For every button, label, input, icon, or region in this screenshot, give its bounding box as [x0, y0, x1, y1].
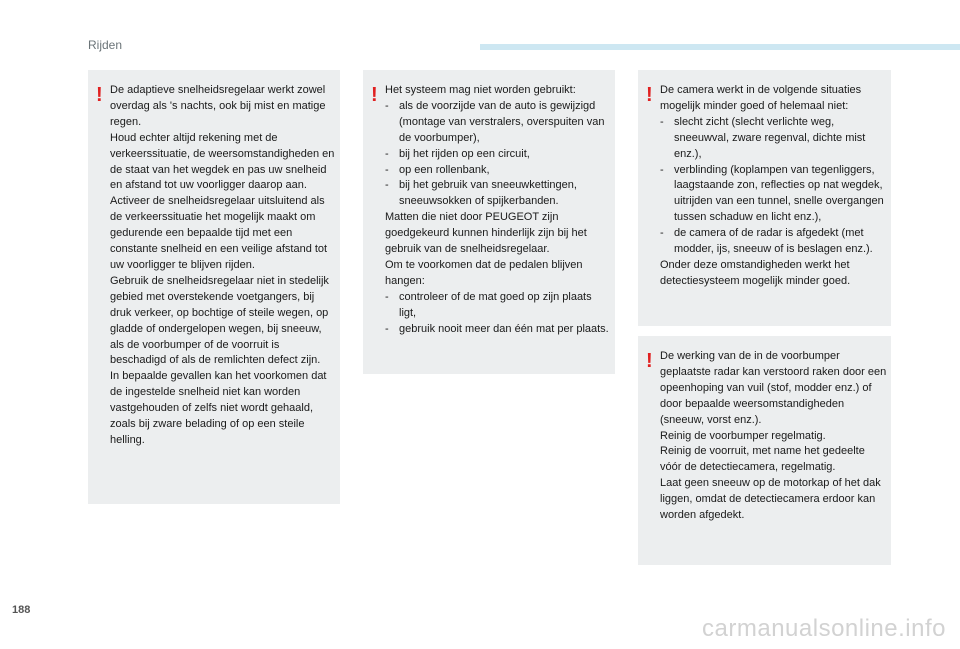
list-item-text: slecht zicht (slecht verlichte weg, sneeuwval, zware regenval, dichte mist enz.), — [674, 115, 866, 160]
warning-exclamation-icon: ! — [646, 84, 653, 106]
list-item-text: bij het rijden op een circuit, — [399, 147, 530, 160]
list-item: - gebruik nooit meer dan één mat per plaats. — [385, 322, 609, 335]
list-item: - bij het rijden op een circuit, — [385, 147, 530, 160]
warning-box-system-usage — [363, 70, 615, 374]
list-item: - als de voorzijde van de auto is gewijzigd (montage van verstralers, overspuiten van de voorbumper), — [385, 99, 605, 144]
paragraph: Gebruik de snelheidsregelaar niet in stedelijk gebied met overstekende voetgangers, bij druk verkeer, op bochtige of steile wegen, op gladde of ondergelopen wegen, bij sneeuw, als de voorbumper of de voorruit is beschadigd of als de remlichten defect zijn. — [110, 274, 329, 367]
list-item: - op een rollenbank, — [385, 163, 490, 176]
paragraph: Onder deze omstandigheden werkt het detectiesysteem mogelijk minder goed. — [660, 258, 851, 287]
paragraph: Houd echter altijd rekening met de verkeerssituatie, de weersomstandigheden en de staat van het wegdek en pas uw snelheid en afstand tot uw voorligger daarop aan. — [110, 131, 335, 192]
warning-box-camera-limits — [638, 70, 891, 326]
list-item-text: als de voorzijde van de auto is gewijzigd (montage van verstralers, overspuiten van de voorbumper), — [399, 99, 605, 144]
paragraph: Om te voorkomen dat de pedalen blijven hangen: — [385, 258, 583, 287]
list-item: - de camera of de radar is afgedekt (met modder, ijs, sneeuw of is beslagen enz.). — [660, 227, 873, 256]
list-item-text: controleer of de mat goed op zijn plaats ligt, — [399, 290, 592, 319]
warning-exclamation-icon: ! — [371, 84, 378, 106]
list-item-text: op een rollenbank, — [399, 163, 490, 176]
intro-text: De camera werkt in de volgende situaties mogelijk minder goed of helemaal niet: — [660, 84, 862, 112]
paragraph: Matten die niet door PEUGEOT zijn goedgekeurd kunnen hinderlijk zijn bij het gebruik van de snelheidsregelaar. — [385, 211, 587, 256]
paragraph: De adaptieve snelheidsregelaar werkt zowel overdag als 's nachts, ook bij mist en matige regen. — [110, 84, 326, 128]
watermark: carmanualsonline.info — [702, 615, 946, 642]
list-item-text: gebruik nooit meer dan één mat per plaats. — [399, 322, 609, 335]
list-item-text: de camera of de radar is afgedekt (met modder, ijs, sneeuw of is beslagen enz.). — [674, 227, 873, 256]
paragraph: De werking van de in de voorbumper geplaatste radar kan verstoord raken door een opeenhoping van vuil (stof, modder enz.) of door bepaalde weersomstandigheden (sneeuw, vorst enz.). — [660, 350, 887, 426]
paragraph: In bepaalde gevallen kan het voorkomen dat de ingestelde snelheid niet kan worden vastgehouden of zelfs niet wordt gehaald, zoals bij zware belading of op een steile helling. — [110, 370, 327, 446]
list-item: - controleer of de mat goed op zijn plaats ligt, — [385, 290, 592, 319]
list-item: - bij het gebruik van sneeuwkettingen, sneeuwsokken of spijkerbanden. — [385, 179, 577, 208]
warning-box-radar-cleaning — [638, 336, 891, 565]
list-item: - verblinding (koplampen van tegenliggers, laagstaande zon, reflecties op nat wegdek, uitrijden van een tunnel, snelle overgangen tussen schaduw en licht enz.), — [660, 163, 884, 224]
warning-exclamation-icon: ! — [96, 84, 103, 106]
intro-text: Het systeem mag niet worden gebruikt: — [385, 84, 576, 96]
list-item-text: verblinding (koplampen van tegenliggers, laagstaande zon, reflecties op nat wegdek, uitrijden van een tunnel, snelle overgangen tussen schaduw en licht enz.), — [674, 163, 884, 224]
warning-box-speed-limiter — [88, 70, 340, 504]
paragraph: Reinig de voorruit, met name het gedeelte vóór de detectiecamera, regelmatig. — [660, 445, 865, 474]
warning-exclamation-icon: ! — [646, 350, 653, 372]
section-title: Rijden — [88, 38, 123, 52]
section-header-bar — [480, 44, 960, 50]
paragraph: Activeer de snelheidsregelaar uitsluitend als de verkeerssituatie het mogelijk maakt om gedurende een bepaalde tijd met een constante snelheid en een veilige afstand tot uw voorligger te blijven rijden. — [110, 195, 328, 271]
list-item-text: bij het gebruik van sneeuwkettingen, sneeuwsokken of spijkerbanden. — [399, 179, 577, 208]
page-number: 188 — [12, 604, 31, 616]
paragraph: Reinig de voorbumper regelmatig. — [660, 429, 826, 442]
list-item: - slecht zicht (slecht verlichte weg, sneeuwval, zware regenval, dichte mist enz.), — [660, 115, 866, 160]
paragraph: Laat geen sneeuw op de motorkap of het dak liggen, omdat de detectiecamera erdoor kan worden afgedekt. — [660, 477, 881, 522]
